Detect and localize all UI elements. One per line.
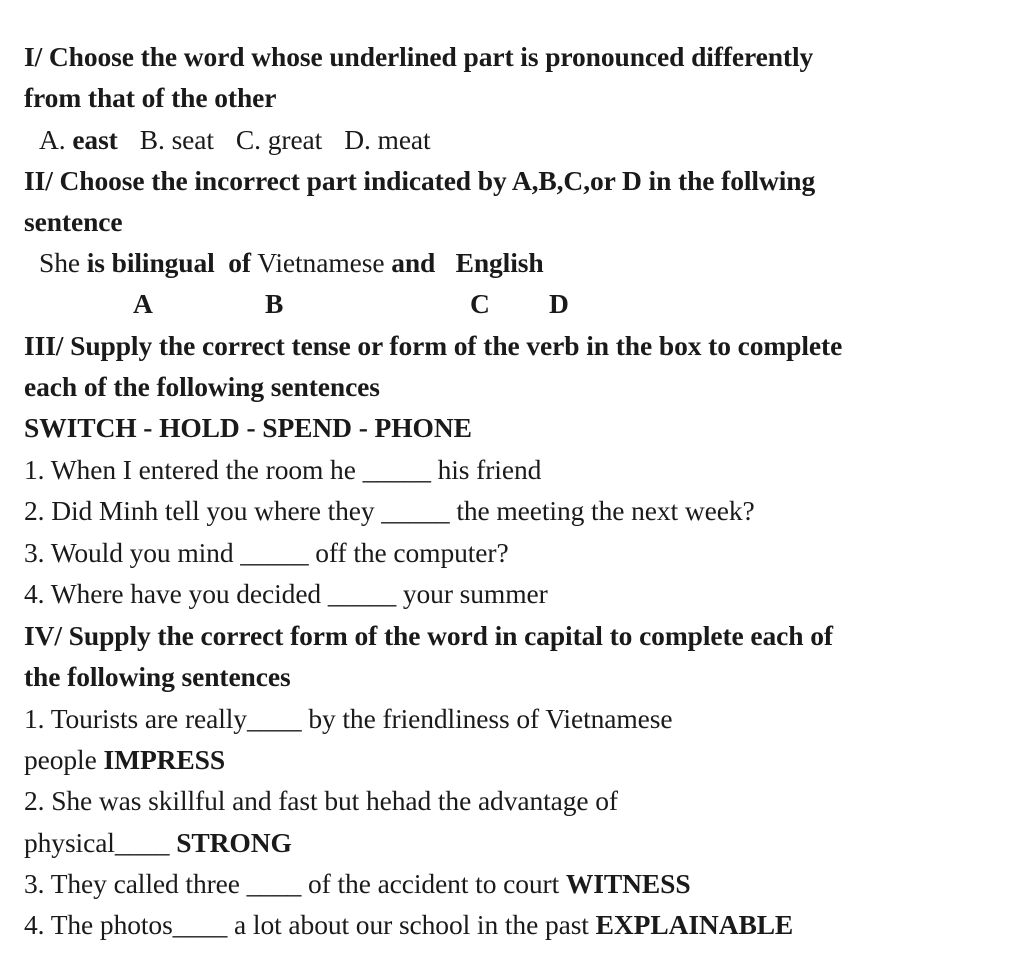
section3-word-box: SWITCH - HOLD - SPEND - PHONE (24, 412, 472, 443)
section4-item-4-text: 4. The photos____ a lot about our school in the past (24, 909, 596, 940)
sentence-part-d: English (455, 247, 544, 278)
section3-item-1: 1. When I entered the room he _____ his friend (24, 454, 542, 485)
sentence-part-she: She (39, 247, 80, 278)
section1-heading-line2: from that of the other (24, 82, 277, 113)
section4-item-3-keyword: WITNESS (565, 868, 691, 899)
option-a-letter: A. (39, 124, 66, 155)
section4-heading-line1: IV/ Supply the correct form of the word in capital to complete each of (24, 620, 833, 651)
section4-item-1-line2 (24, 739, 225, 780)
section4-heading-line2: the following sentences (24, 661, 291, 692)
section4-item-3 (24, 863, 691, 904)
option-c-word: great (267, 124, 323, 155)
option-b-letter: B. (139, 124, 165, 155)
sentence-part-c: and (391, 247, 436, 278)
section3-item-2: 2. Did Minh tell you where they _____ the meeting the next week? (24, 495, 755, 526)
option-d-letter: D. (344, 124, 371, 155)
section2-sentence (39, 242, 544, 283)
option-d-word: meat (377, 124, 431, 155)
marker-b: B (265, 288, 284, 319)
section3-item-4: 4. Where have you decided _____ your summer (24, 578, 548, 609)
section4-item-3-text: 3. They called three ____ of the accident to court (24, 868, 566, 899)
section4-item-1-keyword: IMPRESS (103, 744, 226, 775)
section1-heading-line1: I/ Choose the word whose underlined part is pronounced differently (24, 41, 814, 72)
section3-heading-line2: each of the following sentences (24, 371, 380, 402)
sentence-part-a: is bilingual (86, 247, 215, 278)
section2-heading-line1: II/ Choose the incorrect part indicated by A,B,C,or D in the follwing (24, 165, 816, 196)
sentence-part-b: of (228, 247, 251, 278)
section4-item-2-line2 (24, 822, 292, 863)
section4-item-2-line1: 2. She was skillful and fast but hehad the advantage of (24, 785, 618, 816)
section1-options (39, 119, 431, 160)
section4-item-1-line1: 1. Tourists are really____ by the friendliness of Vietnamese (24, 703, 673, 734)
section4-item-4 (24, 904, 793, 945)
option-b (140, 124, 214, 155)
section4-item-1-text: people (24, 744, 104, 775)
section3-item-3: 3. Would you mind _____ off the computer? (24, 537, 509, 568)
sentence-part-vietnamese: Vietnamese (257, 247, 385, 278)
section4-item-4-keyword: EXPLAINABLE (595, 909, 794, 940)
option-a (39, 124, 118, 155)
section4-item-2-text: physical____ (24, 827, 177, 858)
option-d (344, 124, 430, 155)
option-b-word: seat (171, 124, 214, 155)
option-a-word: east (72, 124, 118, 155)
marker-d: D (549, 288, 569, 319)
section2-heading-line2: sentence (24, 206, 123, 237)
section3-heading-line1: III/ Supply the correct tense or form of the verb in the box to complete (24, 330, 843, 361)
marker-a: A (133, 288, 153, 319)
option-c-letter: C. (235, 124, 261, 155)
marker-c: C (470, 288, 490, 319)
option-c (236, 124, 322, 155)
section4-item-2-keyword: STRONG (176, 827, 292, 858)
